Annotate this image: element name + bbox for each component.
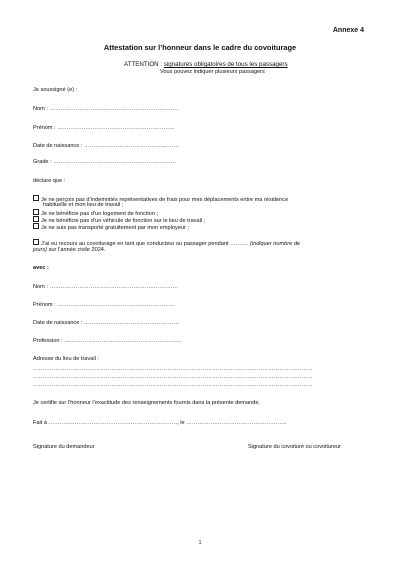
checkbox-icon [33, 216, 39, 222]
certification-statement: Je certifie sur l’honneur l’exactitude des renseignements fournis dans la présente demande. [33, 400, 260, 406]
checkbox-icon [33, 195, 39, 201]
declare-item-1-continued: habituelle et mon lieu de travail ; [43, 202, 124, 208]
adresse-line-2: …………………………………………………………………………………………………………………………………… [33, 374, 313, 380]
signature-covoiture-label: Signature du covoituré ou covoitureur [248, 444, 341, 450]
adresse-line-1: …………………………………………………………………………………………………………………………………… [33, 366, 313, 372]
page-number: 1 [198, 540, 202, 546]
avec-intro: avec : [33, 265, 49, 271]
attention-label: ATTENTION : [124, 61, 164, 68]
declarant-naissance-field: Date de naissance : …………………………………………… [33, 143, 180, 149]
declare-item-4: Je ne suis pas transporté gratuitement par mon employeur ; [33, 223, 189, 231]
fait-a-line: Fait à ……………………………………………………………, le ……………………………………………… [33, 420, 287, 426]
avec-profession-field: Profession : ……………………………………………………… [33, 338, 182, 344]
declarant-intro: Je soussigné (e) : [33, 87, 78, 93]
declare-item-1: Je ne perçois pas d’indemnités représentatives de frais pour mes déplacements entre ma résidence [33, 195, 288, 203]
checkbox-icon [33, 239, 39, 245]
recours-line-2: jours) sur l’année civile 2024. [33, 247, 106, 253]
declare-intro: déclare que : [33, 178, 66, 184]
recours-line-1: J’ai eu recours au covoiturage en tant que conducteur ou passager pendant ………. (indiquer nombre de [33, 239, 300, 247]
avec-nom-field: Nom : …………………………………………………………… [33, 284, 179, 290]
avec-naissance-field: Date de naissance : …………………………………………… [33, 320, 180, 326]
checkbox-icon [33, 209, 39, 215]
attention-line-1 [124, 61, 288, 68]
avec-adresse-label: Adresse du lieu de travail : [33, 356, 99, 362]
declare-item-3: Je ne bénéficie pas d’un véhicule de fonction sur le lieu de travail ; [33, 216, 205, 224]
attention-line-2: Vous pouvez indiquer plusieurs passagers [160, 69, 265, 75]
avec-prenom-field: Prénom : ……………………………………………………… [33, 302, 175, 308]
declarant-grade-field: Grade : ………………………………………………………… [33, 159, 177, 165]
signature-demandeur-label: Signature du demandeur [33, 444, 95, 450]
declare-item-2: Je ne bénéficie pas d’un logement de fonction ; [33, 209, 158, 217]
annexe-label: Annexe 4 [332, 27, 364, 34]
checkbox-icon [33, 223, 39, 229]
attention-signatures-required: signatures obligatoires de tous les passagers [163, 61, 288, 68]
document-title: Attestation sur l’honneur dans le cadre du covoiturage [103, 43, 297, 52]
declarant-nom-field: Nom : …………………………………………………………… [33, 106, 179, 112]
declarant-prenom-field: Prénom : ……………………………………………………… [33, 125, 175, 131]
adresse-line-3: …………………………………………………………………………………………………………………………………… [33, 382, 313, 388]
